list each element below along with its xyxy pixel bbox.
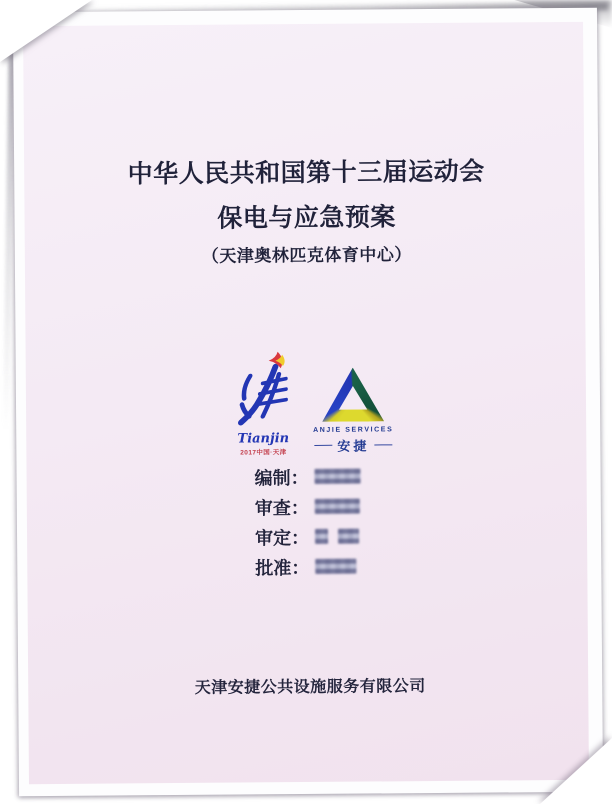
cover-title-line2: 保电与应急预案 [217,203,396,233]
signature-fields [255,467,362,588]
logos-row [16,348,601,459]
anjie-services-logo [311,367,396,456]
anjie-right-rule [374,444,392,446]
anjie-triangle-icon [322,367,384,421]
field-row-pizhun [255,557,361,577]
tianjin-script-text: Tianjin [237,431,290,447]
anjie-left-rule [314,445,332,447]
tianjin-torch-icon [224,350,303,435]
field-label: 批准： [255,557,310,578]
field-row-shending [255,527,361,547]
cover-title-line1: 中华人民共和国第十三届运动会 [127,157,485,189]
anjie-wordmark: ANJIE SERVICES [313,426,394,434]
field-label: 审查： [254,497,309,518]
redacted-name [315,529,328,544]
field-label: 编制： [254,467,309,488]
redacted-name [315,499,360,514]
field-label: 审定： [254,527,310,548]
anjie-cn-name-row [311,435,395,455]
tianjin-sub-text: 2017中国·天津 [240,449,287,457]
photo-corner-bottomright [540,738,612,804]
tianjin-2017-games-logo [221,350,306,457]
company-name: 天津安捷公共设施服务有限公司 [194,678,426,697]
field-row-bianzhi [255,467,361,487]
cover-subtitle: （天津奥林匹克体育中心） [201,245,412,266]
cover-page [13,8,603,797]
redacted-name [315,469,361,484]
anjie-cn-name: 安捷 [337,438,370,454]
field-row-shencha [255,497,361,517]
photo-corner-topleft [0,0,92,62]
redacted-name [338,529,359,544]
redacted-name [315,559,356,574]
